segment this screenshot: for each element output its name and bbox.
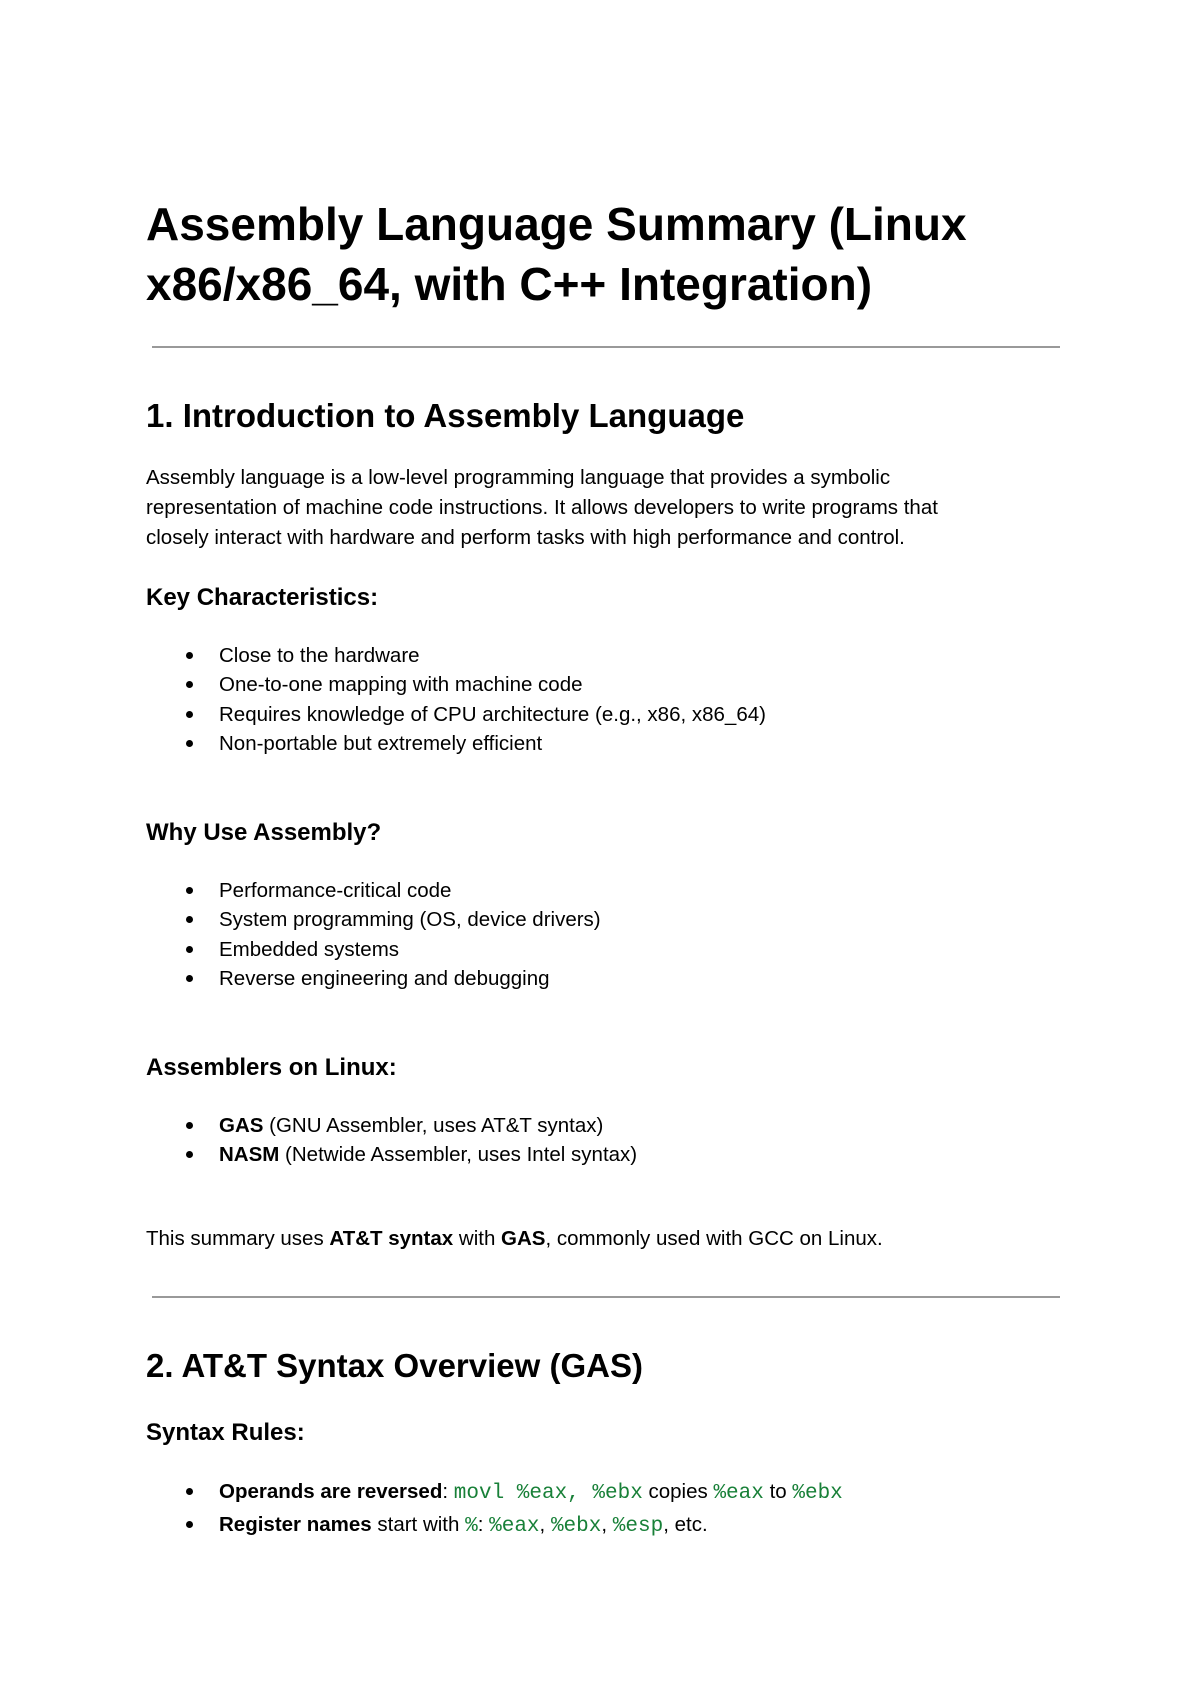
list-item: Reverse engineering and debugging bbox=[219, 967, 550, 990]
rule-text: , bbox=[601, 1513, 613, 1536]
bullet-icon bbox=[186, 975, 193, 982]
document-title-line-1: Assembly Language Summary (Linux bbox=[146, 198, 967, 250]
bullet-icon bbox=[186, 1488, 193, 1495]
list-item-gas bbox=[219, 1111, 603, 1141]
summary-text: , commonly used with GCC on Linux. bbox=[545, 1227, 883, 1250]
inline-code: %eax bbox=[713, 1482, 764, 1505]
summary-text: with bbox=[453, 1227, 502, 1250]
bullet-icon bbox=[186, 1521, 193, 1528]
syntax-rules-heading: Syntax Rules: bbox=[146, 1419, 305, 1446]
gas-description: (GNU Assembler, uses AT&T syntax) bbox=[263, 1114, 604, 1137]
bullet-icon bbox=[186, 1151, 193, 1158]
list-item: System programming (OS, device drivers) bbox=[219, 908, 601, 931]
list-item: Embedded systems bbox=[219, 938, 400, 961]
bullet-icon bbox=[186, 681, 193, 688]
syntax-rule-registers bbox=[219, 1510, 708, 1542]
intro-paragraph-line-2: representation of machine code instructions. It allows developers to write programs that bbox=[146, 496, 938, 519]
summary-bold-gas: GAS bbox=[501, 1227, 546, 1250]
bullet-icon bbox=[186, 887, 193, 894]
bullet-icon bbox=[186, 1122, 193, 1129]
list-item: Non-portable but extremely efficient bbox=[219, 732, 543, 755]
key-characteristics-heading: Key Characteristics: bbox=[146, 584, 379, 611]
syntax-rule-operands bbox=[219, 1477, 843, 1509]
list-item: Requires knowledge of CPU architecture (e.g., x86, x86_64) bbox=[219, 703, 766, 726]
section-2-heading: 2. AT&T Syntax Overview (GAS) bbox=[146, 1347, 643, 1384]
inline-code: % bbox=[465, 1515, 478, 1538]
bullet-icon bbox=[186, 740, 193, 747]
inline-code: %ebx bbox=[550, 1515, 602, 1538]
inline-code: %esp bbox=[612, 1515, 664, 1538]
nasm-description: (Netwide Assembler, uses Intel syntax) bbox=[279, 1143, 638, 1166]
nasm-label: NASM bbox=[219, 1143, 280, 1166]
inline-code: %eax bbox=[489, 1515, 540, 1538]
bullet-icon bbox=[186, 652, 193, 659]
assemblers-heading: Assemblers on Linux: bbox=[146, 1054, 397, 1081]
rule-bold-label: Operands are reversed bbox=[219, 1480, 443, 1503]
inline-code: movl %eax, %ebx bbox=[453, 1482, 643, 1505]
rule-text: copies bbox=[642, 1480, 714, 1503]
rule-text: : bbox=[442, 1480, 454, 1503]
rule-text: start with bbox=[371, 1513, 466, 1536]
bullet-icon bbox=[186, 711, 193, 718]
intro-paragraph-line-3: closely interact with hardware and perform tasks with high performance and control. bbox=[146, 526, 905, 549]
summary-bold-syntax: AT&T syntax bbox=[329, 1227, 454, 1250]
horizontal-rule bbox=[152, 346, 1060, 348]
intro-paragraph-line-1: Assembly language is a low-level programming language that provides a symbolic bbox=[146, 466, 891, 489]
why-use-heading: Why Use Assembly? bbox=[146, 819, 382, 846]
gas-label: GAS bbox=[219, 1114, 264, 1137]
list-item: Performance-critical code bbox=[219, 879, 452, 902]
rule-bold-label: Register names bbox=[219, 1513, 372, 1536]
inline-code: %ebx bbox=[792, 1482, 843, 1505]
list-item-nasm bbox=[219, 1140, 637, 1170]
list-item: One-to-one mapping with machine code bbox=[219, 673, 583, 696]
horizontal-rule bbox=[152, 1296, 1060, 1298]
bullet-icon bbox=[186, 916, 193, 923]
list-item: Close to the hardware bbox=[219, 644, 420, 667]
summary-text: This summary uses bbox=[146, 1227, 330, 1250]
rule-text: , bbox=[539, 1513, 551, 1536]
rule-text: , etc. bbox=[663, 1513, 708, 1536]
section-1-heading: 1. Introduction to Assembly Language bbox=[146, 397, 745, 434]
document-title-line-2: x86/x86_64, with C++ Integration) bbox=[146, 258, 873, 310]
summary-note bbox=[146, 1224, 883, 1254]
bullet-icon bbox=[186, 946, 193, 953]
rule-text: : bbox=[477, 1513, 490, 1536]
rule-text: to bbox=[763, 1480, 793, 1503]
